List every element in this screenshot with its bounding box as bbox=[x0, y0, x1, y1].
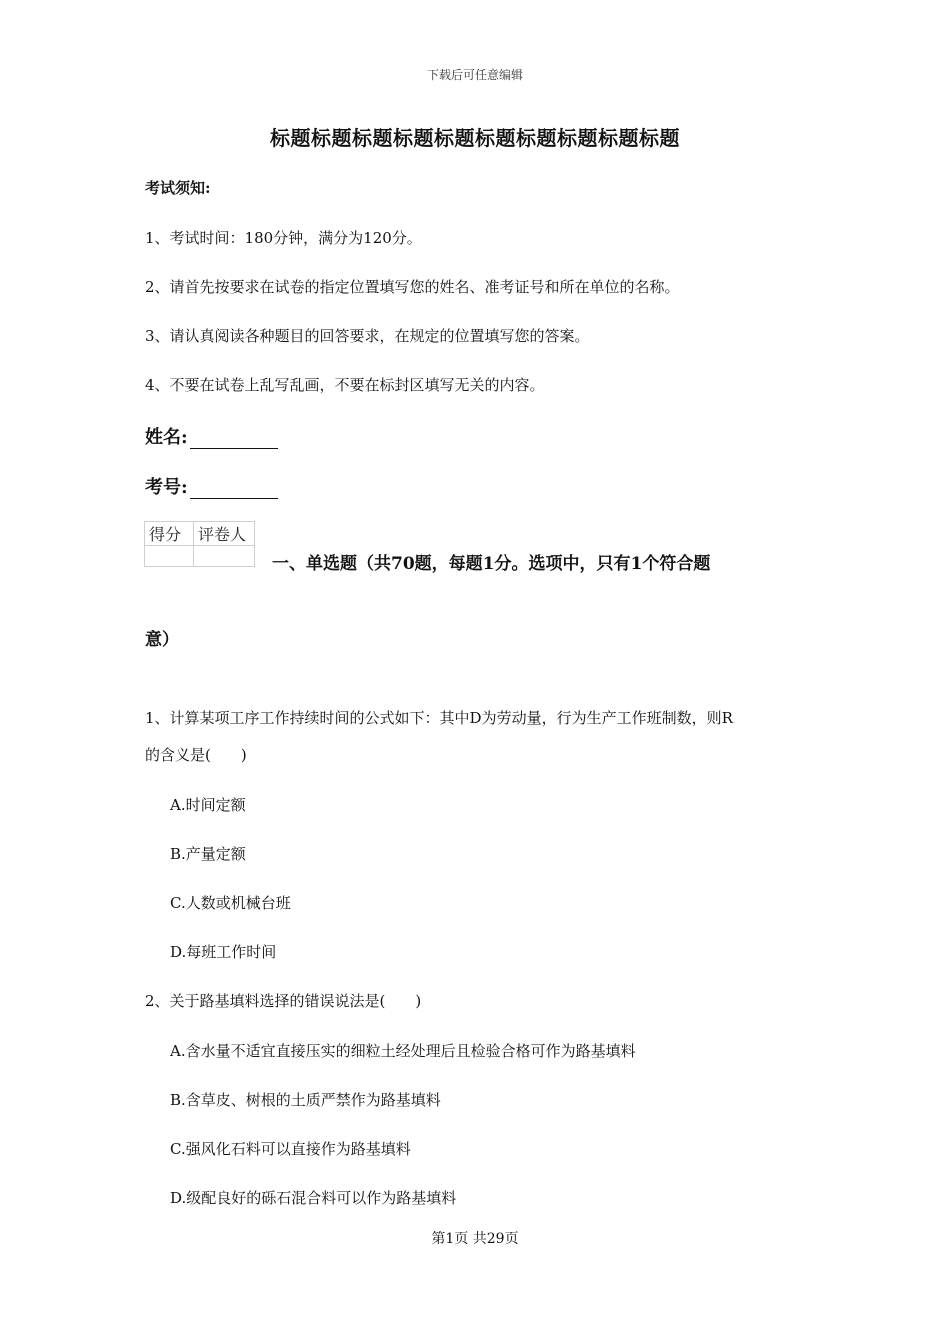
grader-header: 评卷人 bbox=[194, 522, 255, 546]
score-cell bbox=[145, 546, 194, 567]
exam-number-label: 考号: bbox=[145, 477, 188, 498]
question-1-stem-continued: 的含义是( ) bbox=[145, 746, 247, 764]
notice-rule-2: 2、请首先按要求在试卷的指定位置填写您的姓名、准考证号和所在单位的名称。 bbox=[145, 278, 680, 296]
question-2-stem: 2、关于路基填料选择的错误说法是( ) bbox=[145, 992, 422, 1010]
question-2-option-a: A.含水量不适宜直接压实的细粒土经处理后且检验合格可作为路基填料 bbox=[170, 1042, 636, 1060]
score-table bbox=[144, 521, 255, 567]
question-1-option-b: B.产量定额 bbox=[170, 845, 246, 863]
name-label: 姓名: bbox=[145, 427, 188, 448]
grader-cell bbox=[194, 546, 255, 567]
notice-rule-3: 3、请认真阅读各种题目的回答要求，在规定的位置填写您的答案。 bbox=[145, 327, 590, 345]
name-blank-line[interactable] bbox=[190, 430, 278, 449]
question-1-option-a: A.时间定额 bbox=[170, 796, 246, 814]
notice-rule-4: 4、不要在试卷上乱写乱画，不要在标封区填写无关的内容。 bbox=[145, 376, 545, 394]
question-2-option-b: B.含草皮、树根的土质严禁作为路基填料 bbox=[170, 1091, 441, 1109]
page-footer: 第1页 共29页 bbox=[431, 1231, 519, 1247]
section-title: 一、单选题（共70题，每题1分。选项中，只有1个符合题 bbox=[272, 554, 711, 574]
question-2-option-c: C.强风化石料可以直接作为路基填料 bbox=[170, 1140, 411, 1158]
name-field bbox=[145, 423, 278, 449]
score-header: 得分 bbox=[145, 522, 194, 546]
question-1-stem: 1、计算某项工序工作持续时间的公式如下：其中D为劳动量，行为生产工作班制数，则R bbox=[145, 709, 733, 727]
question-1-option-c: C.人数或机械台班 bbox=[170, 894, 291, 912]
notice-rule-1: 1、考试时间：180分钟，满分为120分。 bbox=[145, 229, 422, 247]
exam-number-field bbox=[145, 473, 278, 499]
question-1-option-d: D.每班工作时间 bbox=[170, 943, 277, 961]
section-title-continued: 意） bbox=[145, 630, 179, 650]
header-note: 下载后可任意编辑 bbox=[426, 68, 523, 82]
question-2-option-d: D.级配良好的砾石混合料可以作为路基填料 bbox=[170, 1189, 457, 1207]
notice-heading: 考试须知: bbox=[145, 179, 211, 197]
document-title: 标题标题标题标题标题标题标题标题标题标题 bbox=[270, 126, 680, 150]
exam-number-blank-line[interactable] bbox=[190, 480, 278, 499]
